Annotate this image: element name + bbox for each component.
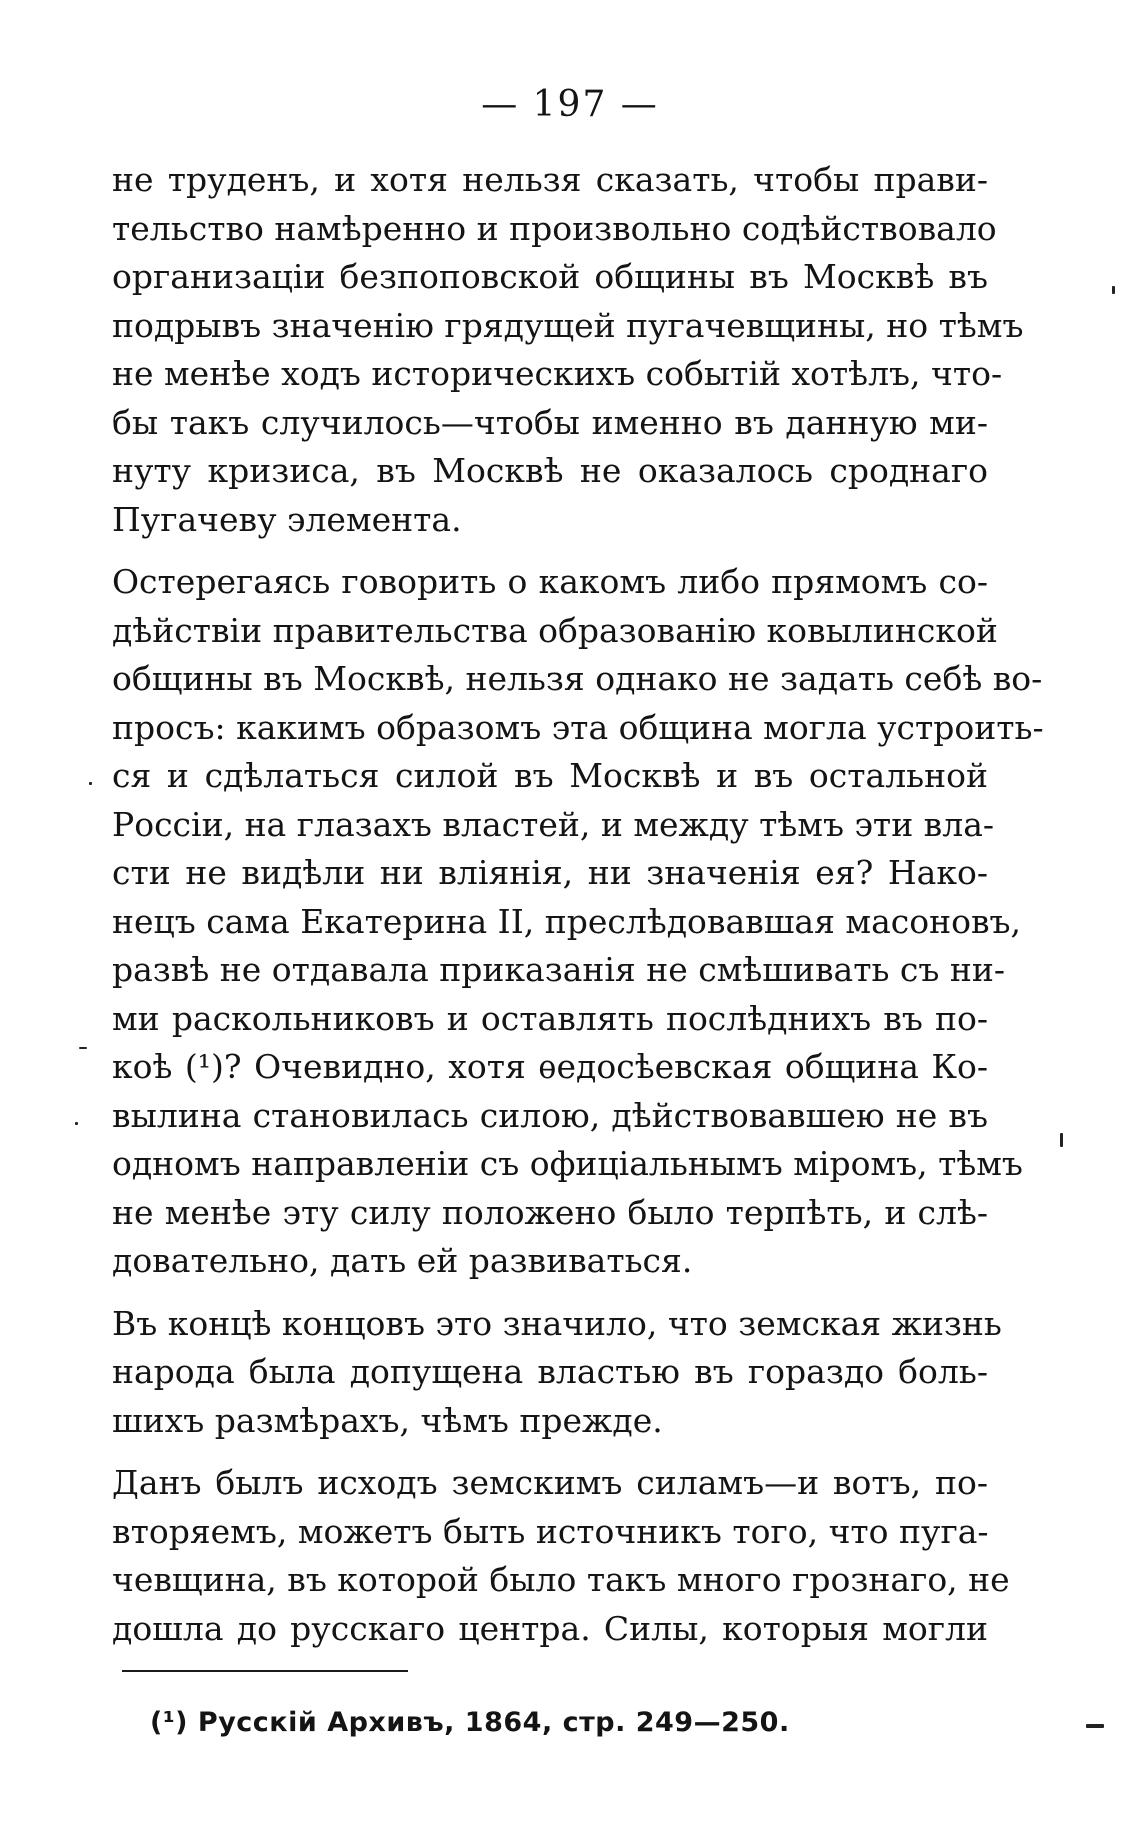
- scan-speck: [75, 1122, 78, 1125]
- scan-speck: [89, 782, 92, 785]
- scan-speck: [79, 1047, 87, 1049]
- text-line: дошла до русскаго центра. Силы, которыя могли: [112, 1608, 988, 1648]
- text-line: довательно, дать ей развиваться.: [112, 1241, 693, 1280]
- text-line: Россіи, на глазахъ властей, и между тѣмъ эти вла-: [112, 804, 995, 844]
- text-line: Остерегаясь говорить о какомъ либо прямомъ со-: [112, 562, 988, 601]
- text-line: Пугачеву элемента.: [112, 499, 462, 539]
- scan-speck: [1060, 1133, 1063, 1147]
- text-line: Въ концѣ концовъ это значило, что земская жизнь: [112, 1303, 1002, 1343]
- text-line: просъ: какимъ образомъ эта община могла устроить-: [112, 707, 1044, 747]
- paragraph-gap: [112, 544, 988, 558]
- text-line: не менѣе эту силу положено было терпѣть, и слѣ-: [112, 1192, 988, 1232]
- paragraph: [112, 1459, 1010, 1653]
- text-line: развѣ не отдавала приказанія не смѣшивать съ ни-: [112, 950, 1006, 989]
- text-line: организаціи безпоповской общины въ Москвѣ въ: [112, 257, 988, 296]
- paragraph-gap: [112, 1445, 988, 1459]
- text-line: общины въ Москвѣ, нельзя однако не задать себѣ во-: [112, 659, 1043, 698]
- text-line: нецъ сама Екатерина II, преслѣдовавшая масоновъ,: [112, 901, 1022, 941]
- text-line: одномъ направленіи съ офиціальнымъ міромъ, тѣмъ: [112, 1144, 1023, 1183]
- page-number: — 197 —: [481, 84, 659, 125]
- body-text: [112, 156, 1044, 1653]
- scan-speck: [1112, 286, 1115, 294]
- text-line: тельство намѣренно и произвольно содѣйствовало: [112, 208, 997, 248]
- text-line: бы такъ случилось—чтобы именно въ данную ми-: [112, 402, 988, 442]
- scan-speck: [1086, 1724, 1104, 1728]
- paragraph: [112, 1300, 1002, 1446]
- paragraph: [112, 156, 1024, 544]
- paragraph: [112, 558, 1044, 1286]
- text-line: шихъ размѣрахъ, чѣмъ прежде.: [112, 1400, 663, 1440]
- text-line: Данъ былъ исходъ земскимъ силамъ—и вотъ, по-: [112, 1463, 988, 1502]
- text-line: ся и сдѣлаться силой въ Москвѣ и въ остальной: [112, 756, 988, 795]
- text-line: ми раскольниковъ и оставлять послѣднихъ въ по-: [112, 998, 988, 1038]
- footnote: (¹) Русскій Архивъ, 1864, стр. 249—250.: [150, 1707, 790, 1738]
- text-line: не труденъ, и хотя нельзя сказать, чтобы прави-: [112, 160, 988, 199]
- text-line: вылина становилась силою, дѣйствовавшею не въ: [112, 1095, 988, 1135]
- text-line: чевщина, въ которой было такъ много грознаго, не: [112, 1560, 1010, 1599]
- paragraph-gap: [112, 1286, 988, 1300]
- footnote-divider: [122, 1670, 408, 1672]
- text-line: сти не видѣли ни вліянія, ни значенія ея? Нако-: [112, 853, 988, 892]
- text-line: дѣйствіи правительства образованію ковылинской: [112, 610, 998, 650]
- text-line: народа была допущена властью въ гораздо боль-: [112, 1352, 988, 1391]
- text-line: не менѣе ходъ историческихъ событій хотѣлъ, что-: [112, 354, 1003, 393]
- text-line: коѣ (¹)? Очевидно, хотя ѳедосѣевская община Ко-: [112, 1047, 988, 1086]
- text-line: подрывъ значенію грядущей пугачевщины, но тѣмъ: [112, 305, 1024, 345]
- text-line: нуту кризиса, въ Москвѣ не оказалось сроднаго: [112, 451, 988, 490]
- text-line: вторяемъ, можетъ быть источникъ того, что пуга-: [112, 1511, 989, 1551]
